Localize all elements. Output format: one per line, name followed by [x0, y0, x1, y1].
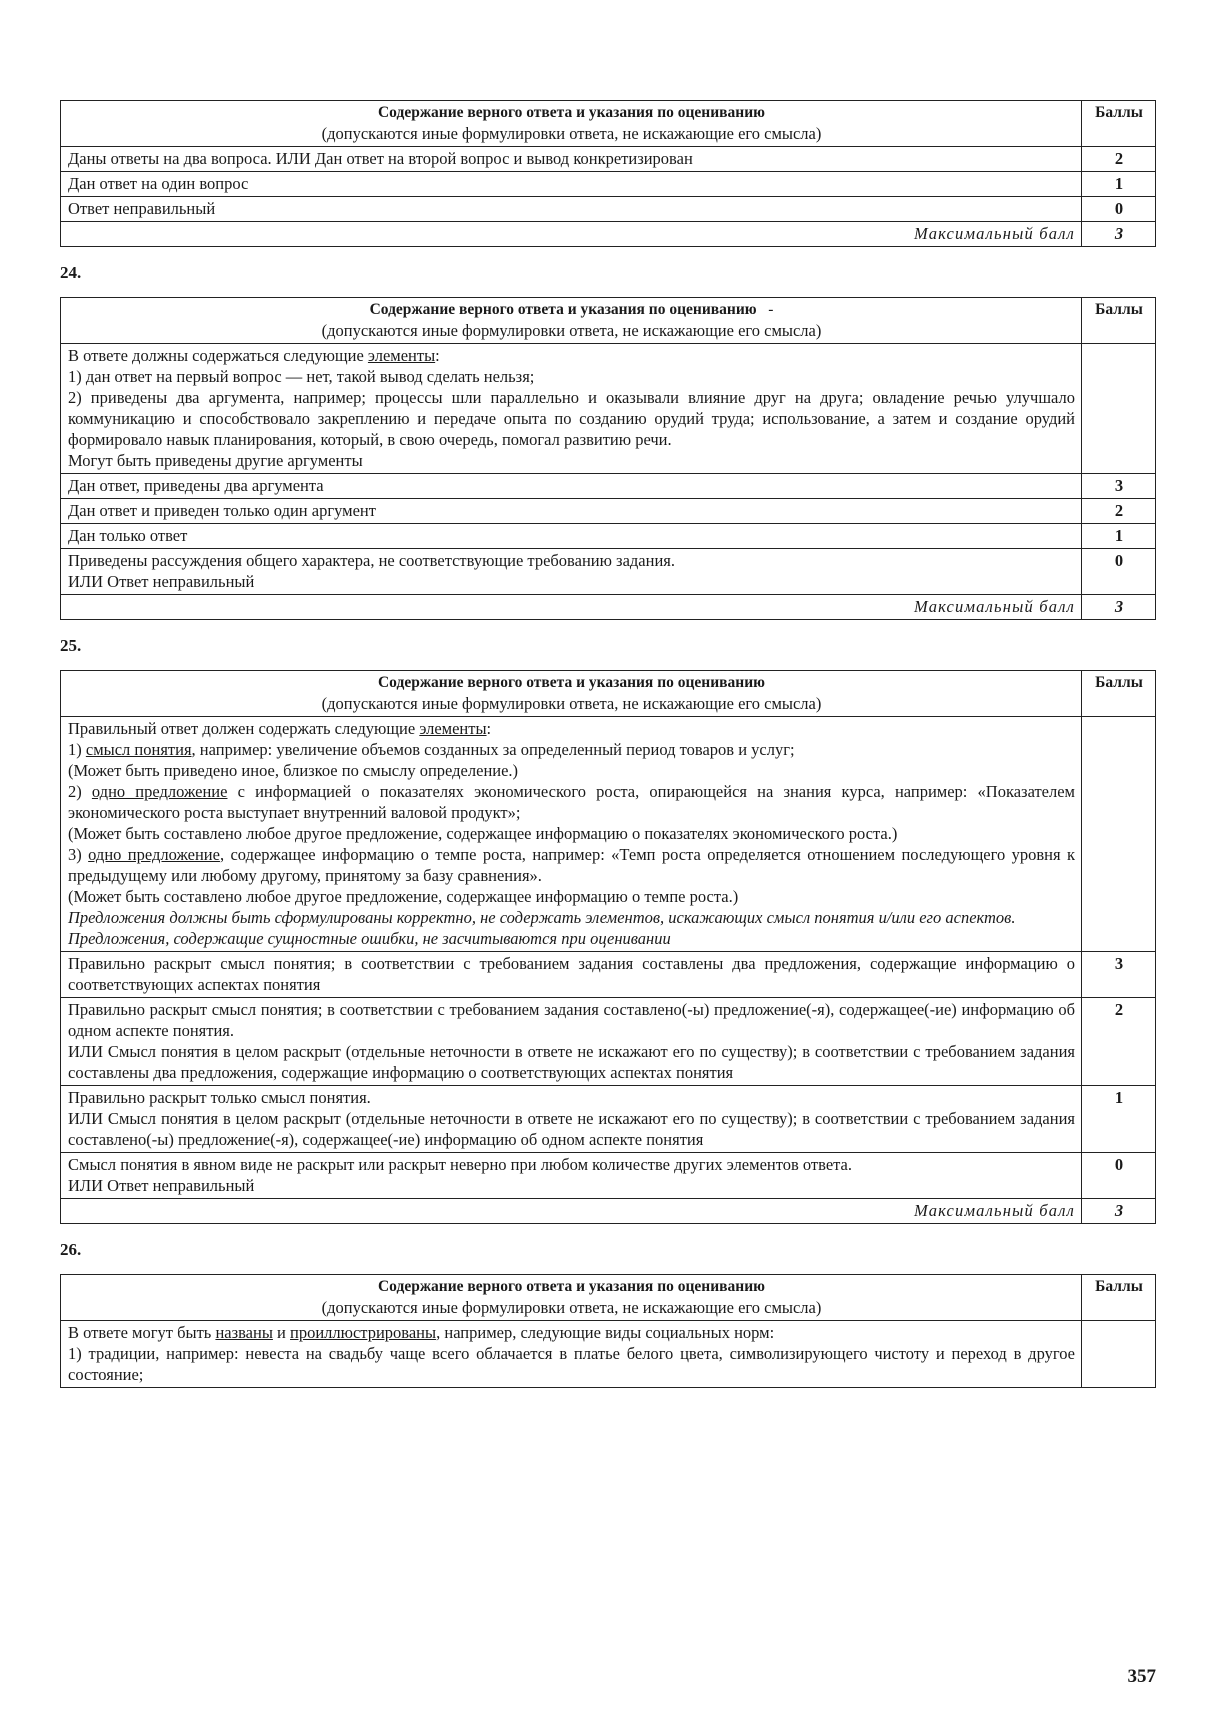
task26-table: [60, 1274, 1156, 1388]
max-score-label: Максимальный балл: [61, 222, 1082, 247]
criterion-text: Дан ответ на один вопрос: [61, 172, 1082, 197]
content-line: Могут быть приведены другие аргументы: [68, 451, 363, 470]
content-line: 3) одно предложение, содержащее информацию о темпе роста, например: «Темп роста определяется отношением последующего уровня к предыдущему или любому другому, принятому за базу сравнения».: [68, 845, 1075, 885]
empty-cell: [1082, 1321, 1156, 1388]
table-row: [61, 197, 1156, 222]
empty-cell: [1082, 717, 1156, 952]
criterion-text: Дан только ответ: [61, 524, 1082, 549]
criterion-points: 0: [1082, 197, 1156, 222]
criterion-line: Правильно раскрыт смысл понятия; в соответствии с требованием задания составлено(-ы) предложение(-я), содержащее(-ие) информацию об одном аспекте понятия.: [68, 1000, 1075, 1040]
content-line: Предложения, содержащие сущностные ошибки, не засчитываются при оценивании: [68, 929, 671, 948]
max-score-value: 3: [1082, 1199, 1156, 1224]
header-cell: [61, 298, 1082, 344]
table-row: [61, 952, 1156, 998]
task-number-25: 25.: [60, 636, 82, 655]
criterion-points: 2: [1082, 998, 1156, 1086]
header-subtitle: (допускаются иные формулировки ответа, не искажающие его смысла): [321, 321, 822, 340]
content-line: 2) приведены два аргумента, например; процессы шли параллельно и оказывали влияние друг на друга; овладение речью улучшало коммуникацию и способствовало закреплению и передаче опыта по созданию орудий труда; использование, а затем и создание орудий формировало навык планирования, который, в свою очередь, помогал развитию речи.: [68, 388, 1075, 449]
max-score-value: 3: [1082, 595, 1156, 620]
table-row: [61, 474, 1156, 499]
table-row: [61, 499, 1156, 524]
answer-content-row: [61, 344, 1156, 474]
table-row: [61, 1086, 1156, 1153]
criterion-points: 2: [1082, 147, 1156, 172]
criterion-line: ИЛИ Смысл понятия в целом раскрыт (отдельные неточности в ответе не искажают его по существу); в соответствии с требованием задания составлено(-ы) предложение(-я), содержащее(-ие) информацию об одном аспекте понятия: [68, 1109, 1075, 1149]
content-line: В ответе должны содержаться следующие элементы:: [68, 346, 440, 365]
max-score-label: Максимальный балл: [61, 595, 1082, 620]
table-row: [61, 549, 1156, 595]
content-line: (Может быть приведено иное, близкое по смыслу определение.): [68, 761, 519, 780]
answer-content: [61, 717, 1082, 952]
criterion-points: 3: [1082, 952, 1156, 998]
criterion-text: [61, 549, 1082, 595]
task25-table: [60, 670, 1156, 1224]
criterion-text: [61, 1086, 1082, 1153]
points-header: Баллы: [1082, 1275, 1156, 1321]
criterion-line: ИЛИ Ответ неправильный: [68, 572, 255, 591]
points-header: Баллы: [1082, 101, 1156, 147]
document-page: [60, 100, 1156, 1388]
points-header: Баллы: [1082, 671, 1156, 717]
task24-table: [60, 297, 1156, 620]
content-line: (Может быть составлено любое другое предложение, содержащее информацию о темпе роста.): [68, 887, 739, 906]
max-score-label: Максимальный балл: [61, 1199, 1082, 1224]
answer-content: [61, 1321, 1082, 1388]
header-title: Содержание верного ответа и указания по оцениванию: [377, 674, 765, 691]
max-score-row: [61, 595, 1156, 620]
max-score-row: [61, 222, 1156, 247]
empty-cell: [1082, 344, 1156, 474]
table-row: [61, 147, 1156, 172]
criterion-points: 0: [1082, 1153, 1156, 1199]
answer-content: [61, 344, 1082, 474]
task-number-24: 24.: [60, 263, 82, 282]
criterion-points: 3: [1082, 474, 1156, 499]
criterion-points: 1: [1082, 172, 1156, 197]
criterion-text: Правильно раскрыт смысл понятия; в соответствии с требованием задания составлены два предложения, содержащие информацию о соответствующих аспектах понятия: [61, 952, 1082, 998]
content-line: 1) традиции, например: невеста на свадьбу чаще всего облачается в платье белого цвета, символизирующего чистоту и переход в другое состояние;: [68, 1344, 1075, 1384]
criterion-text: Ответ неправильный: [61, 197, 1082, 222]
criterion-line: Правильно раскрыт только смысл понятия.: [68, 1088, 371, 1107]
answer-content-row: [61, 717, 1156, 952]
content-line: 1) дан ответ на первый вопрос — нет, такой вывод сделать нельзя;: [68, 367, 535, 386]
criterion-text: Дан ответ и приведен только один аргумент: [61, 499, 1082, 524]
criterion-line: Приведены рассуждения общего характера, не соответствующие требованию задания.: [68, 551, 675, 570]
criterion-text: [61, 1153, 1082, 1199]
max-score-value: 3: [1082, 222, 1156, 247]
answer-content-row: [61, 1321, 1156, 1388]
header-subtitle: (допускаются иные формулировки ответа, не искажающие его смысла): [321, 694, 822, 713]
criterion-text: Даны ответы на два вопроса. ИЛИ Дан ответ на второй вопрос и вывод конкретизирован: [61, 147, 1082, 172]
criterion-text: [61, 998, 1082, 1086]
table-row: [61, 998, 1156, 1086]
table-header-row: [61, 1275, 1156, 1321]
criterion-line: ИЛИ Смысл понятия в целом раскрыт (отдельные неточности в ответе не искажают его по существу); в соответствии с требованием задания составлены два предложения, содержащие информацию о соответствующих аспектах понятия: [68, 1042, 1075, 1082]
content-line: Правильный ответ должен содержать следующие элементы:: [68, 719, 492, 738]
table-row: [61, 524, 1156, 549]
points-header: Баллы: [1082, 298, 1156, 344]
header-cell: [61, 1275, 1082, 1321]
criterion-points: 0: [1082, 549, 1156, 595]
criterion-line: Смысл понятия в явном виде не раскрыт или раскрыт неверно при любом количестве других элементов ответа.: [68, 1155, 852, 1174]
header-subtitle: (допускаются иные формулировки ответа, не искажающие его смысла): [321, 1298, 822, 1317]
page-number: 357: [1127, 1666, 1156, 1687]
header-cell: [61, 101, 1082, 147]
header-title: Содержание верного ответа и указания по оцениванию: [377, 104, 765, 121]
content-line: 2) одно предложение с информацией о показателях экономического роста, опирающейся на знания курса, например: «Показателем экономического роста выступает внутренний валовой продукт»;: [68, 782, 1075, 822]
header-title: Содержание верного ответа и указания по оцениванию: [377, 1278, 765, 1295]
max-score-row: [61, 1199, 1156, 1224]
table-row: [61, 172, 1156, 197]
header-subtitle: (допускаются иные формулировки ответа, не искажающие его смысла): [321, 124, 822, 143]
task23-table: [60, 100, 1156, 247]
header-cell: [61, 671, 1082, 717]
header-title: Содержание верного ответа и указания по оцениванию -: [369, 301, 774, 318]
content-line: В ответе могут быть названы и проиллюстрированы, например, следующие виды социальных норм:: [68, 1323, 775, 1342]
table-row: [61, 1153, 1156, 1199]
table-header-row: [61, 298, 1156, 344]
content-line: Предложения должны быть сформулированы корректно, не содержать элементов, искажающих смысл понятия и/или его аспектов.: [68, 908, 1016, 927]
task-number-26: 26.: [60, 1240, 82, 1259]
table-header-row: [61, 671, 1156, 717]
content-line: 1) смысл понятия, например: увеличение объемов созданных за определенный период товаров и услуг;: [68, 740, 795, 759]
criterion-points: 2: [1082, 499, 1156, 524]
content-line: (Может быть составлено любое другое предложение, содержащее информацию о показателях экономического роста.): [68, 824, 898, 843]
criterion-line: ИЛИ Ответ неправильный: [68, 1176, 255, 1195]
criterion-points: 1: [1082, 1086, 1156, 1153]
table-header-row: [61, 101, 1156, 147]
criterion-points: 1: [1082, 524, 1156, 549]
criterion-text: Дан ответ, приведены два аргумента: [61, 474, 1082, 499]
